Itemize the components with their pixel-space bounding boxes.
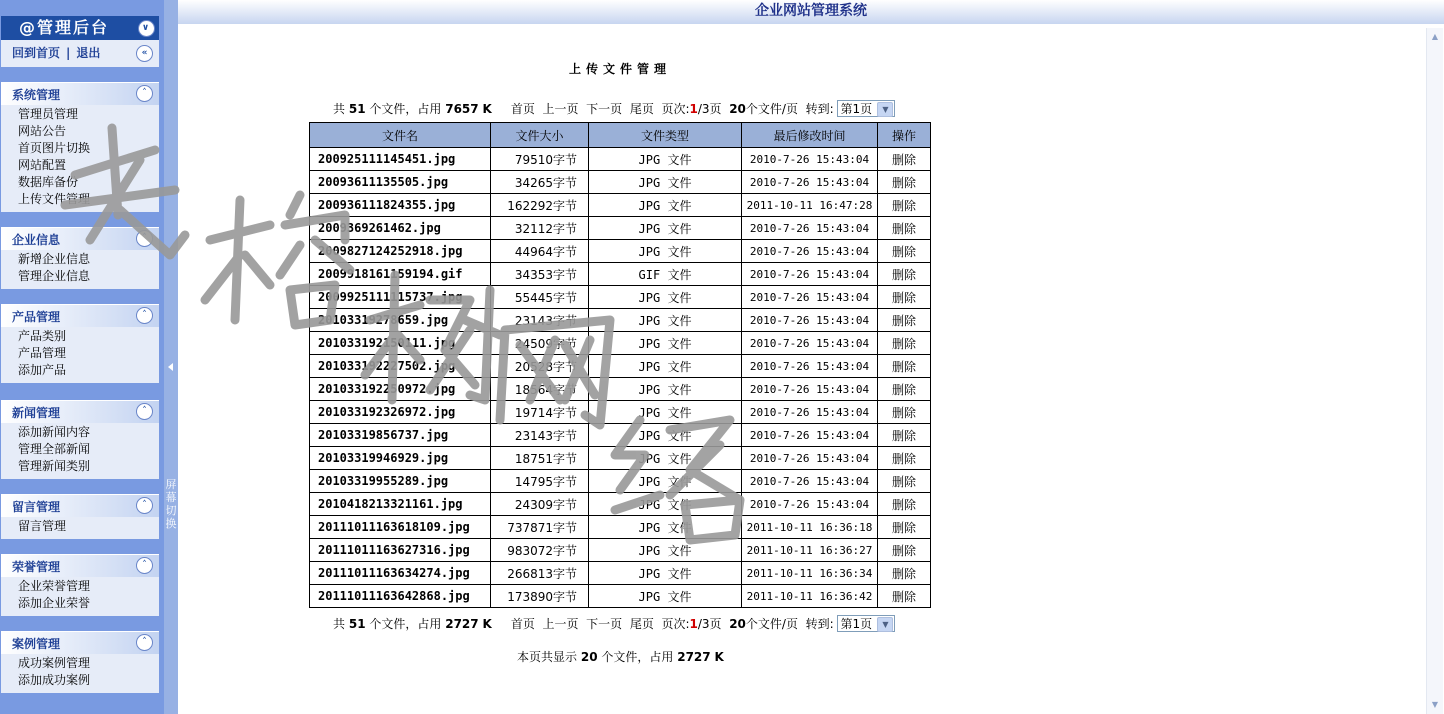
delete-link[interactable]: 删除 <box>878 447 931 470</box>
per-page-count: 20 <box>729 102 746 116</box>
file-name: 20103319955289.jpg <box>310 470 491 493</box>
panel-menu <box>1 577 159 612</box>
total-pages: /3页 <box>697 102 722 116</box>
file-type: JPG 文件 <box>589 332 742 355</box>
link-separator: | <box>66 46 71 60</box>
file-modified: 2010-7-26 15:43:04 <box>742 309 878 332</box>
table-row <box>310 493 931 516</box>
file-size: 18751字节 <box>491 447 589 470</box>
double-chevron-left-icon[interactable]: « <box>136 45 153 62</box>
file-modified: 2010-7-26 15:43:04 <box>742 217 878 240</box>
prev-page-link[interactable]: 上一页 <box>542 617 579 631</box>
file-type: JPG 文件 <box>589 194 742 217</box>
sidebar-menu-item[interactable]: 网站公告 <box>18 124 67 138</box>
page-select[interactable] <box>837 100 895 117</box>
delete-link[interactable]: 删除 <box>878 424 931 447</box>
file-size: 983072字节 <box>491 539 589 562</box>
file-name: 20103319946929.jpg <box>310 447 491 470</box>
page-label: 页次: <box>661 617 690 631</box>
sidebar-panel <box>1 400 159 479</box>
file-type: JPG 文件 <box>589 447 742 470</box>
col-modified: 最后修改时间 <box>742 123 878 148</box>
sidebar-menu-item[interactable]: 新增企业信息 <box>18 252 91 266</box>
file-size: 24509字节 <box>491 332 589 355</box>
sidebar-menu-item[interactable]: 企业荣誉管理 <box>18 579 91 593</box>
file-name: 201033192326972.jpg <box>310 401 491 424</box>
table-row <box>310 424 931 447</box>
sidebar-panel <box>1 494 159 539</box>
current-page: 1 <box>689 617 698 631</box>
file-name: 20111011163642868.jpg <box>310 585 491 608</box>
file-modified: 2011-10-11 16:36:27 <box>742 539 878 562</box>
chevron-up-icon[interactable]: ˄ <box>136 307 153 324</box>
sidebar-menu-item[interactable]: 成功案例管理 <box>18 656 91 670</box>
chevron-up-icon[interactable]: ˄ <box>136 85 153 102</box>
page-label: 页次: <box>661 102 690 116</box>
panel-menu <box>1 250 159 285</box>
file-modified: 2010-7-26 15:43:04 <box>742 355 878 378</box>
file-modified: 2010-7-26 15:43:04 <box>742 401 878 424</box>
table-header-row <box>310 123 931 148</box>
pager-top <box>333 99 933 119</box>
panel-title[interactable]: 系统管理 <box>12 88 61 102</box>
panel-header[interactable] <box>1 82 159 105</box>
table-row <box>310 470 931 493</box>
file-size: 32112字节 <box>491 217 589 240</box>
delete-link[interactable]: 删除 <box>878 194 931 217</box>
pager-size-unit: K <box>482 102 492 116</box>
per-page-count: 20 <box>729 617 746 631</box>
file-name: 20111011163634274.jpg <box>310 562 491 585</box>
sidebar-panel <box>1 82 159 212</box>
sidebar-menu-item[interactable]: 添加新闻内容 <box>18 425 91 439</box>
sidebar-menu-item[interactable]: 添加产品 <box>18 363 67 377</box>
delete-link[interactable]: 删除 <box>878 378 931 401</box>
current-page: 1 <box>689 102 698 116</box>
per-page-unit: 个文件/页 <box>745 617 798 631</box>
file-size: 23143字节 <box>491 309 589 332</box>
file-modified: 2010-7-26 15:43:04 <box>742 447 878 470</box>
file-name: 200925111145451.jpg <box>310 148 491 171</box>
file-size: 24309字节 <box>491 493 589 516</box>
file-name: 200936111824355.jpg <box>310 194 491 217</box>
sidebar-panel <box>1 304 159 383</box>
table-row <box>310 585 931 608</box>
file-modified: 2010-7-26 15:43:04 <box>742 286 878 309</box>
file-modified: 2010-7-26 15:43:04 <box>742 424 878 447</box>
file-type: JPG 文件 <box>589 148 742 171</box>
sidebar-menu-item[interactable]: 管理新闻类别 <box>18 459 91 473</box>
screen-switch-label[interactable]: 屏幕切换 <box>165 478 177 530</box>
sidebar-menu-item[interactable]: 数据库备份 <box>18 175 79 189</box>
sidebar-menu-item[interactable]: 管理全部新闻 <box>18 442 91 456</box>
file-type: JPG 文件 <box>589 171 742 194</box>
file-type: JPG 文件 <box>589 217 742 240</box>
pager-size-unit: K <box>482 617 492 631</box>
sidebar-panel <box>1 227 159 289</box>
file-type: JPG 文件 <box>589 355 742 378</box>
app-title: 企业网站管理系统 <box>755 3 867 19</box>
panel-title[interactable]: 案例管理 <box>12 637 61 651</box>
col-filetype: 文件类型 <box>589 123 742 148</box>
chevron-up-icon[interactable]: ˄ <box>136 634 153 651</box>
file-name: 201033192250972.jpg <box>310 378 491 401</box>
delete-link[interactable]: 删除 <box>878 585 931 608</box>
chevron-down-icon[interactable]: ∨ <box>138 20 155 37</box>
file-name: 20111011163618109.jpg <box>310 516 491 539</box>
sidebar-menu-item[interactable]: 管理员管理 <box>18 107 79 121</box>
file-size: 266813字节 <box>491 562 589 585</box>
sidebar-header <box>1 16 159 40</box>
sidebar-menu-item[interactable]: 留言管理 <box>18 519 67 533</box>
file-type: JPG 文件 <box>589 286 742 309</box>
delete-link[interactable]: 删除 <box>878 539 931 562</box>
file-name: 2009925111115737.jpg <box>310 286 491 309</box>
pager-files-unit: 个文件，占用 <box>369 617 442 631</box>
delete-link[interactable]: 删除 <box>878 309 931 332</box>
table-row <box>310 217 931 240</box>
delete-link[interactable]: 删除 <box>878 332 931 355</box>
pager-files-unit: 个文件，占用 <box>369 102 442 116</box>
file-type: JPG 文件 <box>589 378 742 401</box>
file-modified: 2011-10-11 16:47:28 <box>742 194 878 217</box>
pager-prefix: 共 <box>333 617 346 631</box>
panel-header[interactable] <box>1 227 159 250</box>
file-size: 14795字节 <box>491 470 589 493</box>
table-row <box>310 447 931 470</box>
chevron-up-icon[interactable]: ˄ <box>136 497 153 514</box>
panel-header[interactable] <box>1 304 159 327</box>
file-type: JPG 文件 <box>589 309 742 332</box>
sidebar-quick-links <box>1 40 159 67</box>
file-size: 79510字节 <box>491 148 589 171</box>
chevron-down-icon[interactable]: ▼ <box>877 102 893 117</box>
file-type: GIF 文件 <box>589 263 742 286</box>
file-name: 2009369261462.jpg <box>310 217 491 240</box>
pager-bottom <box>333 614 933 634</box>
goto-label: 转到: <box>805 102 834 116</box>
table-row <box>310 286 931 309</box>
file-size: 18564字节 <box>491 378 589 401</box>
col-filesize: 文件大小 <box>491 123 589 148</box>
summary-size: 2727 <box>677 650 711 664</box>
vertical-scrollbar[interactable] <box>1426 28 1443 714</box>
panel-title[interactable]: 企业信息 <box>12 233 61 247</box>
file-table <box>309 122 931 608</box>
panel-menu <box>1 105 159 208</box>
file-modified: 2011-10-11 16:36:42 <box>742 585 878 608</box>
scroll-up-icon[interactable]: ▲ <box>1431 32 1439 41</box>
chevron-up-icon[interactable]: ˄ <box>136 230 153 247</box>
file-modified: 2011-10-11 16:36:34 <box>742 562 878 585</box>
delete-link[interactable]: 删除 <box>878 217 931 240</box>
summary-unit: K <box>714 650 724 664</box>
chevron-down-icon[interactable]: ▼ <box>877 617 893 632</box>
file-size: 34353字节 <box>491 263 589 286</box>
table-row <box>310 355 931 378</box>
file-size: 55445字节 <box>491 286 589 309</box>
prev-page-link[interactable]: 上一页 <box>542 102 579 116</box>
file-name: 20093611135505.jpg <box>310 171 491 194</box>
panel-menu <box>1 654 159 689</box>
file-size: 19714字节 <box>491 401 589 424</box>
table-row <box>310 539 931 562</box>
sidebar-menu-item[interactable]: 产品类别 <box>18 329 67 343</box>
delete-link[interactable]: 删除 <box>878 493 931 516</box>
pager-size: 7657 <box>445 102 479 116</box>
page-select-value: 第1页 <box>840 101 873 116</box>
file-name: 20103319856737.jpg <box>310 424 491 447</box>
file-size: 20528字节 <box>491 355 589 378</box>
delete-link[interactable]: 删除 <box>878 286 931 309</box>
next-page-link[interactable]: 下一页 <box>586 102 623 116</box>
file-type: JPG 文件 <box>589 470 742 493</box>
summary-prefix: 本页共显示 <box>517 650 578 664</box>
panel-header[interactable] <box>1 631 159 654</box>
table-row <box>310 401 931 424</box>
file-name: 2010418213321161.jpg <box>310 493 491 516</box>
table-row <box>310 332 931 355</box>
pager-count: 51 <box>348 102 366 116</box>
file-modified: 2010-7-26 15:43:04 <box>742 493 878 516</box>
total-pages: /3页 <box>697 617 722 631</box>
per-page-unit: 个文件/页 <box>745 102 798 116</box>
page-summary <box>517 648 724 665</box>
summary-count: 20 <box>580 650 598 664</box>
panel-header[interactable] <box>1 494 159 517</box>
file-size: 173890字节 <box>491 585 589 608</box>
file-type: JPG 文件 <box>589 424 742 447</box>
sidebar-menu-item[interactable]: 添加成功案例 <box>18 673 91 687</box>
file-modified: 2010-7-26 15:43:04 <box>742 171 878 194</box>
next-page-link[interactable]: 下一页 <box>586 617 623 631</box>
sidebar-menu-item[interactable]: 产品管理 <box>18 346 67 360</box>
delete-link[interactable]: 删除 <box>878 171 931 194</box>
file-size: 737871字节 <box>491 516 589 539</box>
sidebar-menu-item[interactable]: 管理企业信息 <box>18 269 91 283</box>
file-name: 201033192227502.jpg <box>310 355 491 378</box>
delete-link[interactable]: 删除 <box>878 355 931 378</box>
logout-link[interactable]: 退出 <box>76 46 101 60</box>
file-type: JPG 文件 <box>589 516 742 539</box>
table-row <box>310 240 931 263</box>
table-row <box>310 309 931 332</box>
sidebar-header-title: @管理后台 <box>19 18 110 37</box>
col-action: 操作 <box>878 123 931 148</box>
table-row <box>310 516 931 539</box>
table-row <box>310 263 931 286</box>
file-type: JPG 文件 <box>589 585 742 608</box>
last-page-link[interactable]: 尾页 <box>629 617 654 631</box>
file-name: 2009918161159194.gif <box>310 263 491 286</box>
panel-menu <box>1 517 159 535</box>
table-row <box>310 378 931 401</box>
summary-mid: 个文件，占用 <box>601 650 674 664</box>
collapse-arrow-icon[interactable] <box>168 363 173 371</box>
panel-title[interactable]: 留言管理 <box>12 500 61 514</box>
delete-link[interactable]: 删除 <box>878 470 931 493</box>
first-page-link[interactable]: 首页 <box>510 102 535 116</box>
table-row <box>310 194 931 217</box>
col-filename: 文件名 <box>310 123 491 148</box>
file-modified: 2011-10-11 16:36:18 <box>742 516 878 539</box>
file-type: JPG 文件 <box>589 493 742 516</box>
file-modified: 2010-7-26 15:43:04 <box>742 470 878 493</box>
table-row <box>310 171 931 194</box>
sidebar-top-box <box>1 16 159 67</box>
file-modified: 2010-7-26 15:43:04 <box>742 148 878 171</box>
page-select[interactable] <box>837 615 895 632</box>
sidebar-splitter[interactable] <box>164 0 178 714</box>
file-size: 162292字节 <box>491 194 589 217</box>
file-modified: 2010-7-26 15:43:04 <box>742 263 878 286</box>
goto-label: 转到: <box>805 617 834 631</box>
panel-title[interactable]: 荣誉管理 <box>12 560 61 574</box>
file-name: 201033192150111.jpg <box>310 332 491 355</box>
table-row <box>310 148 931 171</box>
pager-prefix: 共 <box>333 102 346 116</box>
file-size: 34265字节 <box>491 171 589 194</box>
sidebar-menu-item[interactable]: 上传文件管理 <box>18 192 91 206</box>
panel-header[interactable] <box>1 400 159 423</box>
file-name: 20103319278659.jpg <box>310 309 491 332</box>
page-select-value: 第1页 <box>840 616 873 631</box>
file-modified: 2010-7-26 15:43:04 <box>742 240 878 263</box>
panel-title[interactable]: 新闻管理 <box>12 406 61 420</box>
sidebar-panel <box>1 554 159 616</box>
panel-menu <box>1 327 159 379</box>
pager-size: 2727 <box>445 617 479 631</box>
pager-count: 51 <box>348 617 366 631</box>
chevron-up-icon[interactable]: ˄ <box>136 403 153 420</box>
panel-header[interactable] <box>1 554 159 577</box>
file-type: JPG 文件 <box>589 240 742 263</box>
sidebar-panel <box>1 631 159 693</box>
delete-link[interactable]: 删除 <box>878 240 931 263</box>
sidebar-menu-item[interactable]: 添加企业荣誉 <box>18 596 91 610</box>
file-name: 20111011163627316.jpg <box>310 539 491 562</box>
top-title-bar <box>178 0 1444 24</box>
file-type: JPG 文件 <box>589 562 742 585</box>
file-size: 44964字节 <box>491 240 589 263</box>
chevron-up-icon[interactable]: ˄ <box>136 557 153 574</box>
delete-link[interactable]: 删除 <box>878 401 931 424</box>
file-size: 23143字节 <box>491 424 589 447</box>
file-type: JPG 文件 <box>589 401 742 424</box>
page-title: 上传文件管理 <box>568 62 671 76</box>
panel-title[interactable]: 产品管理 <box>12 310 61 324</box>
sidebar-menu-item[interactable]: 网站配置 <box>18 158 67 172</box>
last-page-link[interactable]: 尾页 <box>629 102 654 116</box>
panel-menu <box>1 423 159 475</box>
delete-link[interactable]: 删除 <box>878 148 931 171</box>
sidebar <box>0 0 164 714</box>
file-type: JPG 文件 <box>589 539 742 562</box>
table-row <box>310 562 931 585</box>
file-modified: 2010-7-26 15:43:04 <box>742 332 878 355</box>
delete-link[interactable]: 删除 <box>878 263 931 286</box>
scroll-down-icon[interactable]: ▼ <box>1431 700 1439 709</box>
first-page-link[interactable]: 首页 <box>510 617 535 631</box>
delete-link[interactable]: 删除 <box>878 516 931 539</box>
home-link[interactable]: 回到首页 <box>12 46 61 60</box>
delete-link[interactable]: 删除 <box>878 562 931 585</box>
file-name: 2009827124252918.jpg <box>310 240 491 263</box>
file-modified: 2010-7-26 15:43:04 <box>742 378 878 401</box>
sidebar-menu-item[interactable]: 首页图片切换 <box>18 141 91 155</box>
